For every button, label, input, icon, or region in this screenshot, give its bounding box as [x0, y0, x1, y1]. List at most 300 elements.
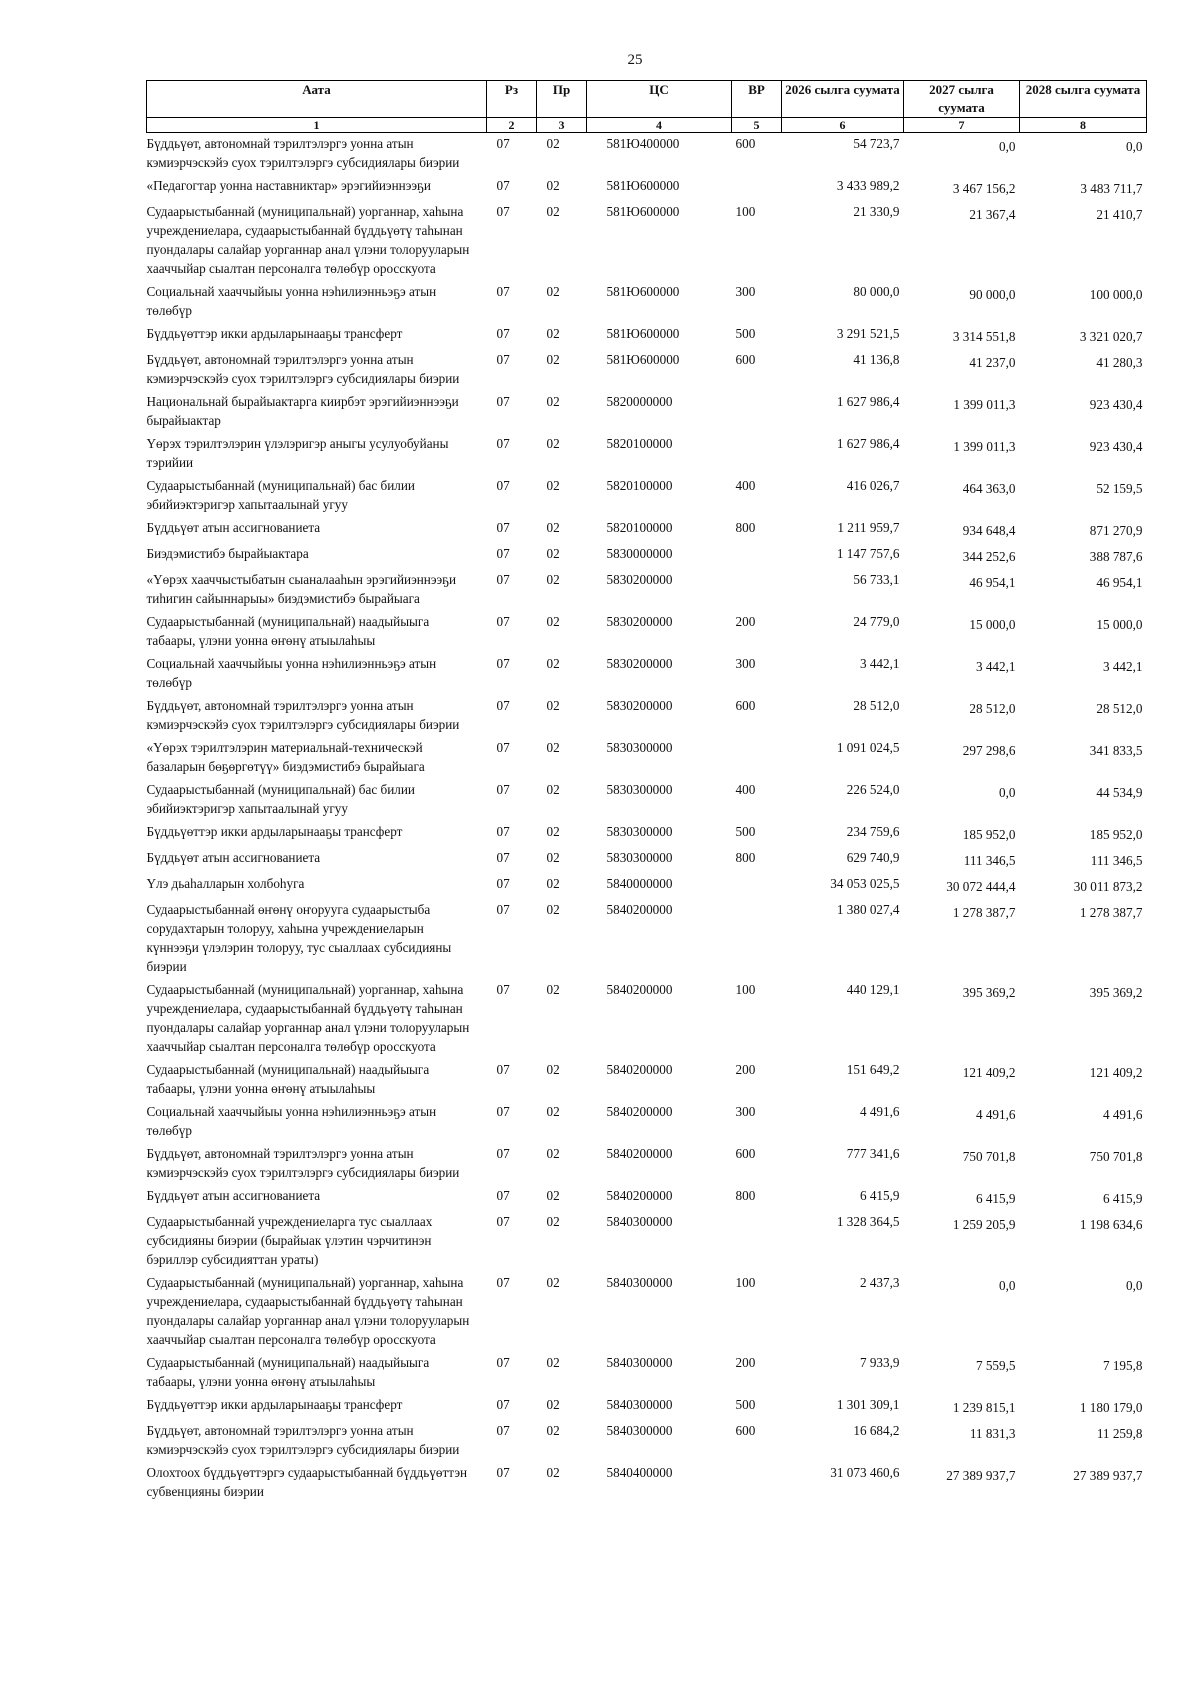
- row-amount-2027: 15 000,0: [969, 617, 1016, 632]
- row-vr: 800: [735, 1188, 756, 1203]
- row-vr: [732, 737, 782, 779]
- table-row: [147, 517, 1147, 543]
- table-row: [147, 1185, 1147, 1211]
- row-cs: 5840300000: [606, 1214, 673, 1229]
- row-cs: 5820100000: [606, 478, 673, 493]
- row-rz: 07: [496, 326, 510, 341]
- row-rz: 07: [496, 136, 510, 151]
- row-amount-2027: 0,0: [999, 785, 1016, 800]
- row-amount-2027: 934 648,4: [962, 523, 1016, 538]
- row-amount-2027: 395 369,2: [962, 985, 1016, 1000]
- row-vr: 500: [735, 824, 756, 839]
- row-amount-2028: 0,0: [1126, 139, 1143, 154]
- table-row: [147, 175, 1147, 201]
- row-vr: 300: [735, 1104, 756, 1119]
- row-vr: 600: [735, 1423, 756, 1438]
- row-vr: [732, 1211, 782, 1272]
- row-rz: 07: [496, 1146, 510, 1161]
- row-rz: 07: [496, 824, 510, 839]
- row-amount-2027: 750 701,8: [962, 1149, 1016, 1164]
- table-row: [147, 133, 1147, 176]
- row-vr: [732, 1462, 782, 1504]
- row-vr: 400: [735, 478, 756, 493]
- row-vr: 100: [735, 1275, 756, 1290]
- row-amount-2026: 3 442,1: [859, 656, 900, 671]
- table-row: [147, 543, 1147, 569]
- row-cs: 5840300000: [606, 1423, 673, 1438]
- row-vr: 100: [735, 204, 756, 219]
- table-row: [147, 349, 1147, 391]
- row-vr: [732, 175, 782, 201]
- row-cs: 5830300000: [606, 824, 673, 839]
- row-amount-2028: 1 198 634,6: [1079, 1217, 1143, 1232]
- row-cs: 5840300000: [606, 1355, 673, 1370]
- row-name: Бүддьүөттэр икки ардыларынааҕы трансферт: [146, 824, 403, 839]
- row-amount-2028: 21 410,7: [1096, 207, 1143, 222]
- row-amount-2028: 388 787,6: [1089, 549, 1143, 564]
- row-amount-2028: 46 954,1: [1096, 575, 1143, 590]
- row-amount-2028: 6 415,9: [1102, 1191, 1143, 1206]
- row-amount-2027: 3 314 551,8: [952, 329, 1016, 344]
- row-rz: 07: [496, 740, 510, 755]
- row-name: Бүддьүөт, автономнай тэрилтэлэргэ уонна атын кэмиэрчэскэйэ суох тэрилтэлэргэ субсидиялары биэрии: [146, 698, 460, 732]
- header-2027: 2027 сылга суумата: [904, 81, 1020, 118]
- row-amount-2026: 54 723,7: [853, 136, 900, 151]
- budget-table: [146, 80, 1147, 1504]
- table-row: [147, 1462, 1147, 1504]
- row-amount-2027: 3 442,1: [975, 659, 1016, 674]
- row-amount-2028: 11 259,8: [1096, 1426, 1143, 1441]
- row-rz: 07: [496, 902, 510, 917]
- row-pr: 02: [546, 1146, 560, 1161]
- row-cs: 581Ю600000: [606, 284, 680, 299]
- table-row: [147, 1272, 1147, 1352]
- row-vr: 500: [735, 326, 756, 341]
- row-amount-2028: 1 278 387,7: [1079, 905, 1143, 920]
- row-cs: 5830300000: [606, 740, 673, 755]
- row-pr: 02: [546, 1188, 560, 1203]
- row-pr: 02: [546, 1062, 560, 1077]
- row-cs: 5840200000: [606, 1062, 673, 1077]
- row-amount-2027: 1 399 011,3: [953, 397, 1016, 412]
- row-amount-2027: 3 467 156,2: [952, 181, 1016, 196]
- page-number: 25: [627, 52, 643, 68]
- row-vr: 300: [735, 284, 756, 299]
- row-pr: 02: [546, 478, 560, 493]
- row-amount-2028: 15 000,0: [1096, 617, 1143, 632]
- row-vr: 100: [735, 982, 756, 997]
- header-cs: ЦС: [587, 81, 732, 118]
- row-amount-2026: 1 328 364,5: [836, 1214, 900, 1229]
- row-amount-2026: 3 291 521,5: [836, 326, 900, 341]
- row-cs: 581Ю600000: [606, 204, 680, 219]
- row-vr: 600: [735, 136, 756, 151]
- row-pr: 02: [546, 876, 560, 891]
- row-amount-2027: 46 954,1: [969, 575, 1016, 590]
- row-cs: 5840200000: [606, 1188, 673, 1203]
- header-vr: ВР: [732, 81, 782, 118]
- row-amount-2027: 6 415,9: [975, 1191, 1016, 1206]
- row-amount-2026: 34 053 025,5: [830, 876, 900, 891]
- row-amount-2028: 3 321 020,7: [1079, 329, 1143, 344]
- row-name: Бүддьүөт атын ассигнованиета: [146, 850, 321, 865]
- row-amount-2027: 0,0: [999, 139, 1016, 154]
- row-amount-2026: 28 512,0: [853, 698, 900, 713]
- row-amount-2028: 100 000,0: [1089, 287, 1143, 302]
- row-rz: 07: [496, 782, 510, 797]
- row-amount-2026: 1 211 959,7: [837, 520, 900, 535]
- row-rz: 07: [496, 1397, 510, 1412]
- row-name: Бүддьүөт, автономнай тэрилтэлэргэ уонна атын кэмиэрчэскэйэ суох тэрилтэлэргэ субсидиялары биэрии: [146, 1146, 460, 1180]
- row-amount-2027: 464 363,0: [962, 481, 1016, 496]
- row-amount-2027: 1 399 011,3: [953, 439, 1016, 454]
- row-name: Бүддьүөт, автономнай тэрилтэлэргэ уонна атын кэмиэрчэскэйэ суох тэрилтэлэргэ субсидиялары биэрии: [146, 136, 460, 170]
- row-vr: 200: [735, 1062, 756, 1077]
- row-pr: 02: [546, 1423, 560, 1438]
- row-amount-2026: 1 627 986,4: [836, 394, 900, 409]
- row-amount-2028: 1 180 179,0: [1079, 1400, 1143, 1415]
- row-amount-2026: 16 684,2: [853, 1423, 900, 1438]
- row-amount-2026: 226 524,0: [846, 782, 900, 797]
- row-name: Олохтоох бүддьүөттэргэ судаарыстыбаннай бүддьүөттэн субвенцияны биэрии: [146, 1465, 468, 1499]
- row-cs: 5830200000: [606, 656, 673, 671]
- table-row: [147, 323, 1147, 349]
- row-name: «Үөрэх тэрилтэлэрин материальнай-техническэй базаларын бөҕөргөтүү» биэдэмистибэ бырайыага: [146, 740, 425, 774]
- row-cs: 5830200000: [606, 698, 673, 713]
- row-amount-2028: 4 491,6: [1102, 1107, 1143, 1122]
- row-pr: 02: [546, 436, 560, 451]
- row-amount-2028: 185 952,0: [1089, 827, 1143, 842]
- row-vr: 300: [735, 656, 756, 671]
- row-pr: 02: [546, 656, 560, 671]
- row-pr: 02: [546, 1275, 560, 1290]
- row-pr: 02: [546, 326, 560, 341]
- row-cs: 5840200000: [606, 1104, 673, 1119]
- row-name: Социальнай хааччыйыы уонна нэһилиэнньэҕэ атын төлөбүр: [146, 284, 437, 318]
- row-pr: 02: [546, 698, 560, 713]
- table-row: [147, 391, 1147, 433]
- row-pr: 02: [546, 546, 560, 561]
- row-amount-2028: 3 442,1: [1102, 659, 1143, 674]
- row-amount-2027: 121 409,2: [962, 1065, 1016, 1080]
- table-row: [147, 475, 1147, 517]
- row-vr: 500: [735, 1397, 756, 1412]
- row-rz: 07: [496, 1188, 510, 1203]
- row-name: Судаарыстыбаннай (муниципальнай) уорганнар, хаһына учреждениелара, судаарыстыбаннай бүддьүөтү таһынан пуондалары салайар уорганнар анал үлэни толорууларын хааччыйар сыалтан персоналга төлөбүр оросскуота: [146, 1275, 470, 1347]
- row-cs: 5830300000: [606, 850, 673, 865]
- row-pr: 02: [546, 520, 560, 535]
- row-amount-2028: 341 833,5: [1089, 743, 1143, 758]
- row-pr: 02: [546, 1214, 560, 1229]
- row-amount-2027: 7 559,5: [975, 1358, 1016, 1373]
- row-amount-2028: 395 369,2: [1089, 985, 1143, 1000]
- row-amount-2026: 56 733,1: [853, 572, 900, 587]
- row-amount-2028: 871 270,9: [1089, 523, 1143, 538]
- column-number: 3: [537, 118, 587, 133]
- row-amount-2026: 24 779,0: [853, 614, 900, 629]
- table-row: [147, 653, 1147, 695]
- row-pr: 02: [546, 1355, 560, 1370]
- table-header-row: [147, 81, 1147, 118]
- row-cs: 5830200000: [606, 572, 673, 587]
- row-rz: 07: [496, 1275, 510, 1290]
- row-name: Судаарыстыбаннай өҥөнү оҥорууга судаарыстыба сорудахтарын толоруу, хаһына учреждениеларын күннээҕи үлэлэрин толоруу, тус сыаллаах субсидияны биэрии: [146, 902, 452, 974]
- row-name: Бүддьүөт, автономнай тэрилтэлэргэ уонна атын кэмиэрчэскэйэ суох тэрилтэлэргэ субсидиялары биэрии: [146, 1423, 460, 1457]
- table-row: [147, 1394, 1147, 1420]
- row-cs: 5840300000: [606, 1397, 673, 1412]
- row-amount-2027: 90 000,0: [969, 287, 1016, 302]
- row-amount-2028: 750 701,8: [1089, 1149, 1143, 1164]
- row-name: Бүддьүөт, автономнай тэрилтэлэргэ уонна атын кэмиэрчэскэйэ суох тэрилтэлэргэ субсидиялары биэрии: [146, 352, 460, 386]
- row-pr: 02: [546, 572, 560, 587]
- column-number: 6: [782, 118, 904, 133]
- row-amount-2028: 111 346,5: [1090, 853, 1143, 868]
- row-name: Национальнай бырайыактарга киирбэт эрэгийиэннээҕи бырайыактар: [146, 394, 459, 428]
- row-cs: 5820100000: [606, 520, 673, 535]
- row-amount-2026: 1 301 309,1: [836, 1397, 900, 1412]
- row-cs: 5840400000: [606, 1465, 673, 1480]
- row-rz: 07: [496, 698, 510, 713]
- table-row: [147, 695, 1147, 737]
- row-rz: 07: [496, 204, 510, 219]
- row-amount-2026: 3 433 989,2: [836, 178, 900, 193]
- row-cs: 5840000000: [606, 876, 673, 891]
- row-amount-2026: 21 330,9: [853, 204, 900, 219]
- row-vr: 600: [735, 698, 756, 713]
- row-name: Судаарыстыбаннай (муниципальнай) наадыйыыга табаары, үлэни уонна өҥөнү атыылаһыы: [146, 1062, 430, 1096]
- header-2026: 2026 сылга суумата: [782, 81, 904, 118]
- row-name: Судаарыстыбаннай (муниципальнай) уорганнар, хаһына учреждениелара, судаарыстыбаннай бүддьүөтү таһынан пуондалары салайар уорганнар анал үлэни толорууларын хааччыйар сыалтан персоналга төлөбүр оросскуота: [146, 204, 470, 276]
- row-amount-2028: 3 483 711,7: [1080, 181, 1143, 196]
- row-rz: 07: [496, 876, 510, 891]
- row-name: Социальнай хааччыйыы уонна нэһилиэнньэҕэ атын төлөбүр: [146, 1104, 437, 1138]
- row-rz: 07: [496, 572, 510, 587]
- row-amount-2027: 111 346,5: [963, 853, 1016, 868]
- table-row: [147, 1101, 1147, 1143]
- row-name: Үлэ дьаһалларын холбоһуга: [146, 876, 305, 891]
- row-amount-2026: 1 147 757,6: [836, 546, 900, 561]
- row-amount-2026: 31 073 460,6: [830, 1465, 900, 1480]
- row-pr: 02: [546, 1465, 560, 1480]
- row-name: «Педагогтар уонна наставниктар» эрэгийиэннээҕи: [146, 178, 431, 193]
- column-number: 4: [587, 118, 732, 133]
- row-pr: 02: [546, 136, 560, 151]
- table-body: [147, 133, 1147, 1505]
- table-row: [147, 847, 1147, 873]
- row-name: Социальнай хааччыйыы уонна нэһилиэнньэҕэ атын төлөбүр: [146, 656, 437, 690]
- row-vr: 800: [735, 850, 756, 865]
- row-vr: [732, 391, 782, 433]
- row-rz: 07: [496, 436, 510, 451]
- row-name: Судаарыстыбаннай (муниципальнай) наадыйыыга табаары, үлэни уонна өҥөнү атыылаһыы: [146, 1355, 430, 1389]
- row-rz: 07: [496, 546, 510, 561]
- table-row: [147, 821, 1147, 847]
- row-pr: 02: [546, 824, 560, 839]
- row-amount-2026: 7 933,9: [859, 1355, 900, 1370]
- row-cs: 581Ю400000: [606, 136, 680, 151]
- row-cs: 581Ю600000: [606, 326, 680, 341]
- row-pr: 02: [546, 352, 560, 367]
- row-amount-2028: 41 280,3: [1096, 355, 1143, 370]
- row-rz: 07: [496, 478, 510, 493]
- row-pr: 02: [546, 782, 560, 797]
- row-amount-2028: 923 430,4: [1089, 397, 1143, 412]
- row-pr: 02: [546, 394, 560, 409]
- row-vr: [732, 569, 782, 611]
- row-pr: 02: [546, 740, 560, 755]
- table-row: [147, 281, 1147, 323]
- row-vr: [732, 543, 782, 569]
- row-name: «Үөрэх хааччыстыбатын сыаналааһын эрэгийиэннээҕи тиһигин сайыннарыы» биэдэмистибэ бырайыага: [146, 572, 457, 606]
- column-number-row: [147, 118, 1147, 133]
- table-row: [147, 1352, 1147, 1394]
- row-name: Судаарыстыбаннай учреждениеларга тус сыаллаах субсидияны биэрии (бырайыак үлэтин чэрчитинэн бэриллэр субсидияттан ураты): [146, 1214, 433, 1267]
- table-row: [147, 1143, 1147, 1185]
- row-amount-2028: 0,0: [1126, 1278, 1143, 1293]
- row-name: Бүддьүөт атын ассигнованиета: [146, 1188, 321, 1203]
- row-cs: 5830000000: [606, 546, 673, 561]
- row-amount-2026: 2 437,3: [859, 1275, 900, 1290]
- row-rz: 07: [496, 1423, 510, 1438]
- row-rz: 07: [496, 1104, 510, 1119]
- row-rz: 07: [496, 394, 510, 409]
- row-amount-2027: 11 831,3: [969, 1426, 1016, 1441]
- row-pr: 02: [546, 902, 560, 917]
- table-row: [147, 779, 1147, 821]
- row-amount-2027: 1 278 387,7: [952, 905, 1016, 920]
- row-cs: 5830300000: [606, 782, 673, 797]
- row-rz: 07: [496, 352, 510, 367]
- table-row: [147, 1420, 1147, 1462]
- row-cs: 581Ю600000: [606, 178, 680, 193]
- row-amount-2028: 121 409,2: [1089, 1065, 1143, 1080]
- row-pr: 02: [546, 204, 560, 219]
- row-rz: 07: [496, 284, 510, 299]
- row-name: Бүддьүөттэр икки ардыларынааҕы трансферт: [146, 326, 403, 341]
- column-number: 8: [1020, 118, 1147, 133]
- row-cs: 581Ю600000: [606, 352, 680, 367]
- row-amount-2027: 4 491,6: [975, 1107, 1016, 1122]
- row-rz: 07: [496, 520, 510, 535]
- row-name: Судаарыстыбаннай (муниципальнай) бас билии эбийиэктэригэр хапытаалынай угуу: [146, 782, 415, 816]
- row-amount-2027: 297 298,6: [962, 743, 1016, 758]
- row-amount-2027: 21 367,4: [969, 207, 1016, 222]
- row-cs: 5830200000: [606, 614, 673, 629]
- table-row: [147, 611, 1147, 653]
- row-vr: [732, 899, 782, 979]
- table-row: [147, 1059, 1147, 1101]
- row-amount-2027: 0,0: [999, 1278, 1016, 1293]
- row-vr: [732, 433, 782, 475]
- row-cs: 5840200000: [606, 1146, 673, 1161]
- row-pr: 02: [546, 1104, 560, 1119]
- row-name: Судаарыстыбаннай (муниципальнай) бас билии эбийиэктэригэр хапытаалынай угуу: [146, 478, 415, 512]
- column-number: 2: [487, 118, 537, 133]
- row-rz: 07: [496, 1062, 510, 1077]
- header-name: Аата: [147, 81, 487, 118]
- row-name: Судаарыстыбаннай (муниципальнай) уорганнар, хаһына учреждениелара, судаарыстыбаннай бүддьүөтү таһынан пуондалары салайар уорганнар анал үлэни толорууларын хааччыйар сыалтан персоналга төлөбүр оросскуота: [146, 982, 470, 1054]
- column-number: 1: [147, 118, 487, 133]
- table-row: [147, 873, 1147, 899]
- header-rz: Рз: [487, 81, 537, 118]
- row-cs: 5840300000: [606, 1275, 673, 1290]
- row-rz: 07: [496, 656, 510, 671]
- row-amount-2026: 416 026,7: [846, 478, 900, 493]
- row-name: Үөрэх тэрилтэлэрин үлэлэригэр аныгы усулуобуйаны тэрийии: [146, 436, 449, 470]
- row-amount-2026: 6 415,9: [859, 1188, 900, 1203]
- row-amount-2026: 1 091 024,5: [836, 740, 900, 755]
- table-row: [147, 899, 1147, 979]
- row-name: Биэдэмистибэ бырайыактара: [146, 546, 309, 561]
- row-pr: 02: [546, 1397, 560, 1412]
- row-amount-2028: 52 159,5: [1096, 481, 1143, 496]
- row-amount-2028: 7 195,8: [1102, 1358, 1143, 1373]
- row-amount-2028: 44 534,9: [1096, 785, 1143, 800]
- row-amount-2026: 1 627 986,4: [836, 436, 900, 451]
- row-pr: 02: [546, 178, 560, 193]
- row-vr: 800: [735, 520, 756, 535]
- row-rz: 07: [496, 982, 510, 997]
- row-vr: 200: [735, 614, 756, 629]
- row-amount-2027: 1 259 205,9: [952, 1217, 1016, 1232]
- row-vr: [732, 873, 782, 899]
- row-rz: 07: [496, 1214, 510, 1229]
- header-pr: Пр: [537, 81, 587, 118]
- row-rz: 07: [496, 1355, 510, 1370]
- column-number: 7: [904, 118, 1020, 133]
- row-vr: 600: [735, 352, 756, 367]
- row-amount-2028: 923 430,4: [1089, 439, 1143, 454]
- row-amount-2026: 1 380 027,4: [836, 902, 900, 917]
- row-amount-2027: 27 389 937,7: [946, 1468, 1016, 1483]
- row-name: Бүддьүөт атын ассигнованиета: [146, 520, 321, 535]
- row-cs: 5820100000: [606, 436, 673, 451]
- row-amount-2027: 28 512,0: [969, 701, 1016, 716]
- row-rz: 07: [496, 614, 510, 629]
- table-row: [147, 979, 1147, 1059]
- row-cs: 5840200000: [606, 902, 673, 917]
- row-amount-2026: 629 740,9: [846, 850, 900, 865]
- row-amount-2027: 185 952,0: [962, 827, 1016, 842]
- row-vr: 400: [735, 782, 756, 797]
- row-cs: 5820000000: [606, 394, 673, 409]
- row-vr: 200: [735, 1355, 756, 1370]
- row-rz: 07: [496, 1465, 510, 1480]
- row-amount-2026: 777 341,6: [846, 1146, 900, 1161]
- row-amount-2026: 80 000,0: [853, 284, 900, 299]
- row-amount-2027: 30 072 444,4: [946, 879, 1016, 894]
- row-amount-2028: 30 011 873,2: [1073, 879, 1143, 894]
- table-row: [147, 201, 1147, 281]
- row-name: Бүддьүөттэр икки ардыларынааҕы трансферт: [146, 1397, 403, 1412]
- row-pr: 02: [546, 284, 560, 299]
- table-row: [147, 737, 1147, 779]
- row-pr: 02: [546, 614, 560, 629]
- header-2028: 2028 сылга суумата: [1020, 81, 1147, 118]
- column-number: 5: [732, 118, 782, 133]
- row-pr: 02: [546, 982, 560, 997]
- row-amount-2026: 151 649,2: [846, 1062, 900, 1077]
- row-amount-2028: 28 512,0: [1096, 701, 1143, 716]
- row-amount-2028: 27 389 937,7: [1073, 1468, 1143, 1483]
- row-name: Судаарыстыбаннай (муниципальнай) наадыйыыга табаары, үлэни уонна өҥөнү атыылаһыы: [146, 614, 430, 648]
- row-vr: 600: [735, 1146, 756, 1161]
- row-amount-2026: 41 136,8: [853, 352, 900, 367]
- row-amount-2026: 4 491,6: [859, 1104, 900, 1119]
- row-rz: 07: [496, 178, 510, 193]
- row-rz: 07: [496, 850, 510, 865]
- row-amount-2026: 440 129,1: [846, 982, 900, 997]
